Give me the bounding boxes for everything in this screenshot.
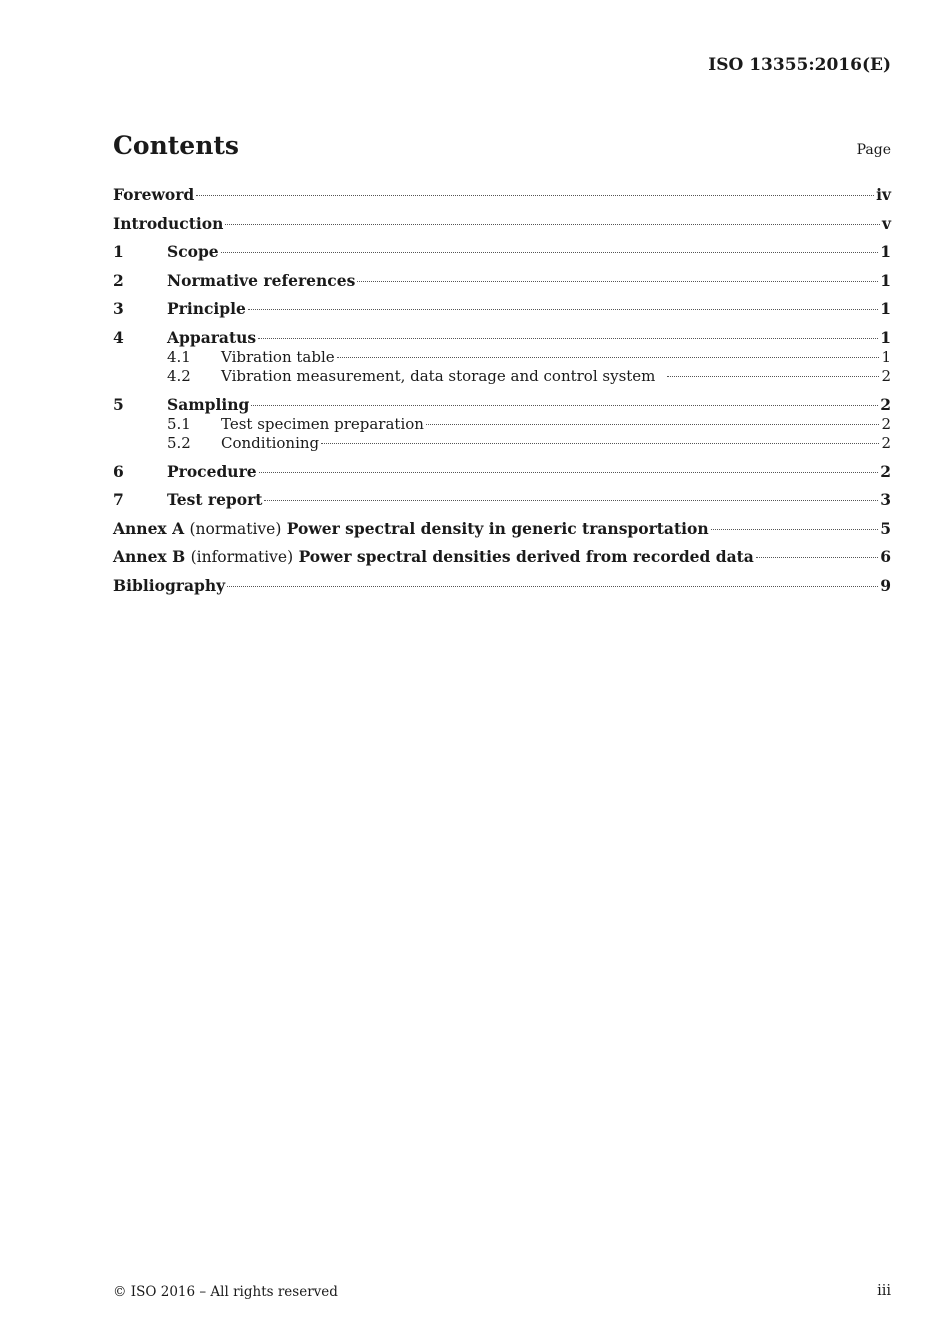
toc-entry-test-specimen-preparation[interactable] <box>113 415 891 434</box>
toc-entry-conditioning[interactable] <box>113 434 891 462</box>
dot-leader <box>357 281 878 282</box>
toc-entry-test-report[interactable] <box>113 490 891 519</box>
toc-entry-foreword[interactable] <box>113 185 891 214</box>
toc-entry-title <box>113 547 754 566</box>
toc-entry-apparatus[interactable] <box>113 328 891 348</box>
toc-entry-title: Vibration measurement, data storage and control system <box>221 366 656 385</box>
toc-entry-page: 3 <box>880 490 891 509</box>
toc-entry-page: 2 <box>880 461 891 481</box>
toc-entry-page: 1 <box>880 270 891 290</box>
annex-qualifier: (informative) <box>190 548 294 566</box>
toc-entry-page: 5 <box>880 518 891 538</box>
toc-entry-number: 5 <box>113 394 124 414</box>
toc-entry-page: 2 <box>881 433 891 452</box>
toc-entry-page: iv <box>876 185 891 204</box>
toc-entry-number: 5.1 <box>167 414 191 433</box>
toc-entry-title <box>113 519 709 538</box>
toc-entry-title: Sampling <box>167 394 250 414</box>
toc-entry-page: 2 <box>880 394 891 414</box>
toc-entry-page: 1 <box>880 299 891 318</box>
annex-label: Annex B <box>113 547 186 566</box>
toc-entry-title: Conditioning <box>221 433 320 452</box>
toc-entry-number: 7 <box>113 490 124 509</box>
toc-entry-number: 4.1 <box>167 347 191 366</box>
dot-leader <box>227 586 878 587</box>
copyright-notice: © ISO 2016 – All rights reserved <box>113 1284 338 1300</box>
toc-entry-page: 6 <box>880 547 891 566</box>
dot-leader <box>225 224 880 225</box>
toc-entry-number: 4 <box>113 327 124 347</box>
toc-entry-page: 1 <box>880 242 891 261</box>
toc-entry-annex-b[interactable] <box>113 547 891 576</box>
dot-leader <box>667 376 879 377</box>
toc-entry-title: Normative references <box>167 270 356 290</box>
dot-leader <box>259 472 879 473</box>
toc-entry-title: Foreword <box>113 185 195 204</box>
toc-entry-number: 3 <box>113 299 124 318</box>
document-id: ISO 13355:2016(E) <box>708 55 891 75</box>
dot-leader <box>196 195 874 196</box>
toc-entry-page: v <box>881 213 891 233</box>
toc-entry-number: 5.2 <box>167 433 191 452</box>
toc-entry-vibration-table[interactable] <box>113 348 891 367</box>
toc-entry-title: Vibration table <box>221 347 335 366</box>
toc-entry-vibration-measurement[interactable] <box>113 367 891 395</box>
page-column-label: Page <box>856 142 891 158</box>
annex-title: Power spectral densities derived from recorded data <box>298 547 754 566</box>
dot-leader <box>711 529 879 530</box>
toc-entry-annex-a[interactable] <box>113 519 891 548</box>
table-of-contents <box>113 185 891 604</box>
toc-entry-page: 1 <box>881 347 891 366</box>
toc-entry-procedure[interactable] <box>113 462 891 491</box>
toc-entry-title: Apparatus <box>167 327 257 347</box>
toc-entry-principle[interactable] <box>113 299 891 328</box>
toc-entry-scope[interactable] <box>113 242 891 271</box>
contents-heading: Contents <box>113 131 240 160</box>
page-number: iii <box>877 1283 891 1299</box>
toc-entry-page: 2 <box>881 366 891 385</box>
toc-entry-title: Bibliography <box>113 575 226 595</box>
dot-leader <box>221 252 879 253</box>
toc-entry-title: Test specimen preparation <box>221 414 424 433</box>
toc-entry-title: Procedure <box>167 461 257 481</box>
toc-entry-page: 1 <box>880 327 891 347</box>
annex-label: Annex A <box>113 518 185 538</box>
toc-entry-sampling[interactable] <box>113 395 891 415</box>
dot-leader <box>248 309 878 310</box>
dot-leader <box>258 338 878 339</box>
dot-leader <box>264 500 878 501</box>
toc-entry-bibliography[interactable] <box>113 576 891 605</box>
toc-entry-title: Principle <box>167 299 246 318</box>
toc-entry-number: 4.2 <box>167 366 191 385</box>
dot-leader <box>321 443 879 444</box>
dot-leader <box>426 424 880 425</box>
dot-leader <box>756 557 878 558</box>
toc-entry-number: 1 <box>113 242 124 261</box>
toc-entry-title: Scope <box>167 242 219 261</box>
dot-leader <box>337 357 880 358</box>
annex-qualifier: (normative) <box>189 519 282 538</box>
toc-entry-number: 2 <box>113 270 124 290</box>
annex-title: Power spectral density in generic transportation <box>286 518 709 538</box>
toc-entry-page: 2 <box>881 414 891 433</box>
toc-entry-introduction[interactable] <box>113 214 891 243</box>
toc-entry-title: Introduction <box>113 213 224 233</box>
toc-entry-page: 9 <box>880 575 891 595</box>
toc-entry-normative-references[interactable] <box>113 271 891 300</box>
toc-entry-title: Test report <box>167 490 263 509</box>
dot-leader <box>251 405 878 406</box>
toc-entry-number: 6 <box>113 461 124 481</box>
